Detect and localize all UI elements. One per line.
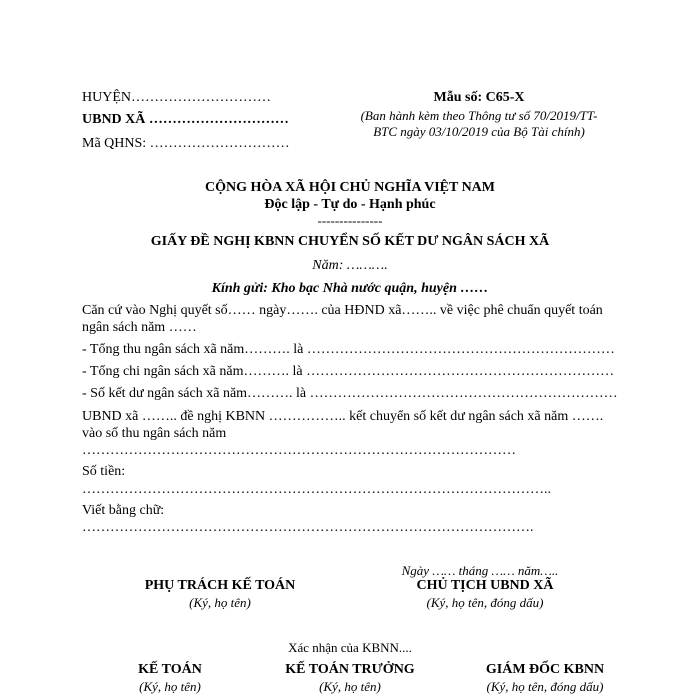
request-line-1: UBND xã …….. đề nghị KBNN …………….. kết chuyển số kết dư ngân sách xã năm ……. [82, 409, 604, 424]
director-title: GIÁM ĐỐC KBNN [485, 662, 605, 677]
amount-label: Số tiền: [82, 464, 126, 479]
head-accountant-title: KẾ TOÁN TRƯỞNG [285, 662, 415, 677]
accountant-title: KẾ TOÁN [138, 662, 202, 677]
document-title: GIẤY ĐỀ NGHỊ KBNN CHUYỂN SỐ KẾT DƯ NGÂN SÁCH XÃ [150, 234, 550, 249]
director-note: (Ký, họ tên, đóng dấu) [486, 679, 604, 694]
document-year: Năm: ………. [312, 258, 388, 273]
total-revenue-line: - Tổng thu ngân sách xã năm………. là ………………………………………………………… [82, 342, 615, 357]
issuance-note-line1: (Ban hành kèm theo Thông tư số 70/2019/TT- [360, 108, 598, 123]
date-line: Ngày …… tháng …… năm….. [401, 563, 559, 578]
recipient-line: Kính gửi: Kho bạc Nhà nước quận, huyện …… [211, 281, 489, 296]
chief-accountant-note: (Ký, họ tên) [189, 595, 251, 610]
words-dots: ……………………………………………………………………………………. [82, 520, 534, 535]
issuance-note-line2: BTC ngày 03/10/2019 của Bộ Tài chính) [373, 124, 585, 139]
accountant-note: (Ký, họ tên) [139, 679, 201, 694]
motto: Độc lập - Tự do - Hạnh phúc [264, 197, 436, 212]
balance-line: - Số kết dư ngân sách xã năm………. là ………………………………………………………… [82, 386, 618, 401]
form-number: Mẫu số: C65-X [433, 90, 525, 105]
chairman-note: (Ký, họ tên, đóng dấu) [426, 595, 544, 610]
chairman-title: CHỦ TỊCH UBND XÃ [416, 578, 554, 593]
country-name: CỘNG HÒA XÃ HỘI CHỦ NGHĨA VIỆT NAM [204, 180, 495, 195]
head-accountant-note: (Ký, họ tên) [319, 679, 381, 694]
chief-accountant-title: PHỤ TRÁCH KẾ TOÁN [144, 578, 296, 593]
request-dots: ………………………………………………………………………………… [82, 443, 516, 458]
separator-line: --------------- [317, 213, 383, 228]
ma-qhns-line: Mã QHNS: ………………………… [82, 136, 290, 151]
words-label: Viết bằng chữ: [82, 503, 165, 518]
basis-line-2: ngân sách năm …… [82, 320, 197, 335]
basis-line-1: Căn cứ vào Nghị quyết số…… ngày……. của HĐND xã…….. về việc phê chuẩn quyết toán [82, 303, 603, 318]
request-line-2: vào số thu ngân sách năm [82, 426, 227, 441]
amount-dots: ……………………………………………………………………………………….. [82, 482, 551, 497]
total-expense-line: - Tổng chi ngân sách xã năm………. là ………………………………………………………… [82, 364, 615, 379]
ubnd-xa-line: UBND XÃ ………………………… [82, 112, 289, 127]
huyen-line: HUYỆN………………………… [82, 90, 271, 105]
kbnn-confirmation: Xác nhận của KBNN.... [288, 640, 412, 655]
